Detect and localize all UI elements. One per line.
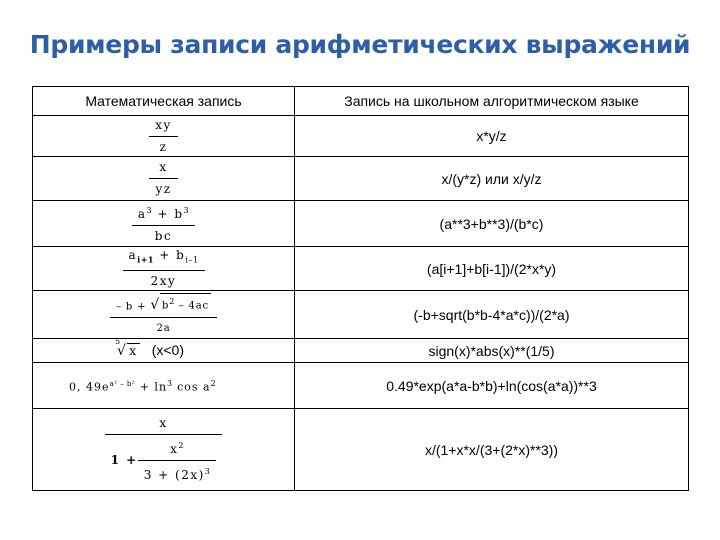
numerator: xy [155,117,172,132]
table-row [33,201,689,247]
inner-fraction: $\frac{x^2}{3 + (2x)^3}$ [138,437,217,484]
table-row [33,247,689,291]
math-expression-cell: 0, $49e^{a^2 - b^2} + \ln^3 \cos a^2$ [33,363,295,409]
numerator: – b + √ $b^2 - 4ac$ [110,293,217,315]
condition-text: (x<0) [151,342,184,359]
expressions-table [32,86,689,491]
table-row [33,363,689,409]
code-cell: (a**3+b**3)/(b*c) [295,201,689,247]
denominator: 2xy [150,274,177,289]
table-row [33,339,689,363]
fraction [149,159,177,198]
fraction [149,117,178,156]
denominator: 1 + $\frac{x^2}{3 + (2x)^3}$ [105,437,223,484]
fifth-root: 5 √ x [115,337,138,360]
math-expression-cell [33,116,295,157]
numerator: $a_{i+1} + b_{i-1}$ [128,248,199,265]
outer-fraction [105,415,223,484]
denominator: 2a [156,323,171,335]
code-cell: (-b+sqrt(b*b-4*a*c))/(2*a) [295,291,689,339]
math-expression-cell [33,409,295,491]
denominator: z [159,139,168,154]
numerator: x [159,160,168,174]
code-cell: 0.49*exp(a*a-b*b)+ln(cos(a*a))**3 [295,363,689,409]
page-title: Примеры записи арифметических выражений [29,30,691,59]
math-expression-cell [33,291,295,339]
math-expression-cell [33,157,295,201]
header-math-notation: Математическая запись [33,87,295,116]
table-row [33,409,689,491]
fraction [132,202,195,245]
square-root: √ $b^2 - 4ac$ [150,293,211,313]
code-cell: (a[i+1]+b[i-1])/(2*x*y) [295,247,689,291]
math-expression-cell [33,247,295,291]
header-algorithmic-notation: Запись на школьном алгоритмическом языке [295,87,689,116]
code-cell: x/(1+x*x/(3+(2*x)**3)) [295,409,689,491]
numerator: x [159,416,168,431]
table-row [33,291,689,339]
math-expression-cell [33,339,295,363]
math-expression-cell [33,201,295,247]
table-row [33,116,689,157]
code-cell: sign(x)*abs(x)**(1/5) [295,339,689,363]
code-cell: x/(y*z) или x/y/z [295,157,689,201]
denominator: yz [155,182,172,196]
denominator: bc [154,229,173,243]
fraction [123,247,205,290]
fraction [110,293,217,337]
table-row [33,157,689,201]
table-header-row [33,87,689,116]
numerator: $a^3 + b^3$ [137,206,190,221]
code-cell: x*y/z [295,116,689,157]
